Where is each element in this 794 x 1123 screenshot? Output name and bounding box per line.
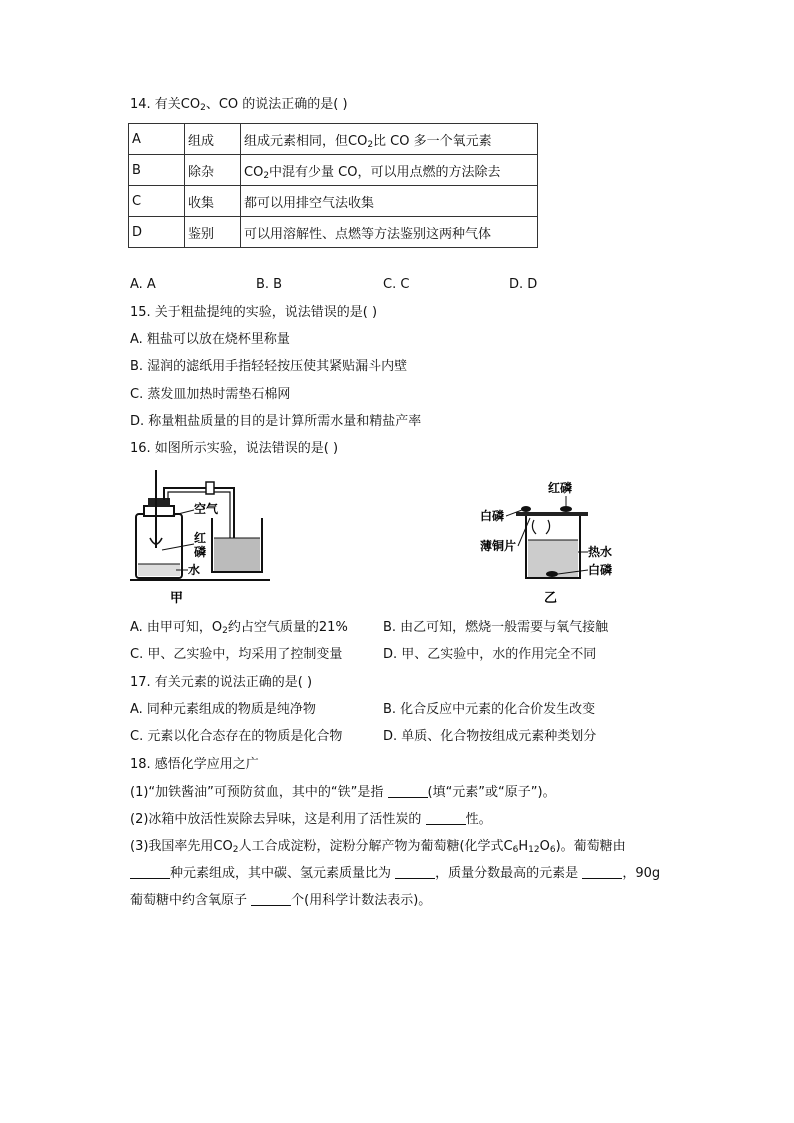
table-row <box>129 124 538 155</box>
row-content: 都可以用排空气法收集 <box>241 186 538 217</box>
row-category: 收集 <box>185 186 241 217</box>
q17-option-d[interactable]: D. 单质、化合物按组成元素种类划分 <box>383 729 597 744</box>
row-content: 可以用溶解性、点燃等方法鉴别这两种气体 <box>241 217 538 248</box>
q15-option-a[interactable]: A. 粗盐可以放在烧杯里称量 <box>130 332 290 347</box>
q15-option-d[interactable]: D. 称量粗盐质量的目的是计算所需水量和精盐产率 <box>130 414 422 429</box>
label-white-phosphorus-bottom: 白磷 <box>588 563 613 577</box>
q15-stem: 15. 关于粗盐提纯的实验，说法错误的是( ) <box>130 305 378 320</box>
label-red-1: 红 <box>194 531 207 545</box>
q15-option-b[interactable]: B. 湿润的滤纸用手指轻轻按压使其紧贴漏斗内壁 <box>130 359 408 374</box>
q14-option-b[interactable]: B. B <box>256 277 283 292</box>
q14-table <box>128 123 538 248</box>
label-copper-plate: 薄铜片 <box>480 539 517 553</box>
label-hot-water: 热水 <box>588 545 613 559</box>
q18-stem: 18. 感悟化学应用之广 <box>130 757 259 772</box>
figure-jia <box>130 466 280 608</box>
figure-jia-name: 甲 <box>170 591 184 606</box>
q18-part3-line3: 葡萄糖中约含氧原子 个(用科学计数法表示)。 <box>130 893 432 908</box>
q17-option-c[interactable]: C. 元素以化合态存在的物质是化合物 <box>130 729 343 744</box>
table-row <box>129 186 538 217</box>
row-category: 除杂 <box>185 155 241 186</box>
q18-part3-line2: 种元素组成，其中碳、氢元素质量比为 ，质量分数最高的元素是 ，90g <box>130 865 660 883</box>
label-red-2: 磷 <box>194 545 207 559</box>
row-category: 鉴别 <box>185 217 241 248</box>
row-category: 组成 <box>185 124 241 155</box>
answer-blank[interactable] <box>426 812 466 825</box>
figure-yi <box>474 478 634 608</box>
table-row <box>129 155 538 186</box>
q14-option-c[interactable]: C. C <box>383 277 410 292</box>
q14-option-d[interactable]: D. D <box>509 277 538 292</box>
q16-option-c[interactable]: C. 甲、乙实验中，均采用了控制变量 <box>130 647 343 662</box>
answer-blank[interactable] <box>582 866 622 879</box>
bottle-stopper <box>148 498 170 507</box>
label-water: 水 <box>188 563 201 577</box>
q17-option-b[interactable]: B. 化合反应中元素的化合价发生改变 <box>383 702 596 717</box>
q18-part1: (1)“加铁酱油”可预防贫血，其中的“铁”是指 (填“元素”或“原子”)。 <box>130 785 556 800</box>
q15-option-c[interactable]: C. 蒸发皿加热时需垫石棉网 <box>130 387 291 402</box>
q16-option-d[interactable]: D. 甲、乙实验中，水的作用完全不同 <box>383 647 597 662</box>
q17-option-a[interactable]: A. 同种元素组成的物质是纯净物 <box>130 702 316 717</box>
answer-blank[interactable] <box>251 893 291 906</box>
row-letter: B <box>129 155 185 186</box>
row-letter: D <box>129 217 185 248</box>
label-white-phosphorus-top: 白磷 <box>480 509 505 523</box>
q16-stem: 16. 如图所示实验，说法错误的是( ) <box>130 441 339 456</box>
label-red-phosphorus: 红磷 <box>548 481 573 495</box>
q17-stem: 17. 有关元素的说法正确的是( ) <box>130 675 313 690</box>
table-row <box>129 217 538 248</box>
row-content: $CO_2$中混有少量 CO，可以用点燃的方法除去 <box>241 155 538 186</box>
answer-blank[interactable] <box>388 785 428 798</box>
row-letter: C <box>129 186 185 217</box>
answer-blank[interactable] <box>130 866 170 879</box>
row-letter: A <box>129 124 185 155</box>
figure-yi-name: 乙 <box>544 591 558 606</box>
answer-blank[interactable] <box>395 866 435 879</box>
q16-option-a[interactable]: A. 由甲可知，$O_2$约占空气质量的21% <box>130 620 348 636</box>
q18-part3: (3)我国率先用$CO_2$人工合成淀粉，淀粉分解产物为葡萄糖(化学式$C_6H_{12}O_6$)。葡萄糖由 <box>130 839 626 855</box>
q16-option-b[interactable]: B. 由乙可知，燃烧一般需要与氧气接触 <box>383 620 609 635</box>
label-air: 空气 <box>194 502 219 516</box>
row-content: 组成元素相同，但$CO_2$比 CO 多一个氧元素 <box>241 124 538 155</box>
q14-stem: 14. 有关$CO_2$、CO 的说法正确的是( ) <box>130 97 348 113</box>
bottle-shoulder <box>144 506 174 516</box>
q14-option-a[interactable]: A. A <box>130 277 156 292</box>
q18-part2: (2)冰箱中放活性炭除去异味，这是利用了活性炭的 性。 <box>130 812 492 827</box>
